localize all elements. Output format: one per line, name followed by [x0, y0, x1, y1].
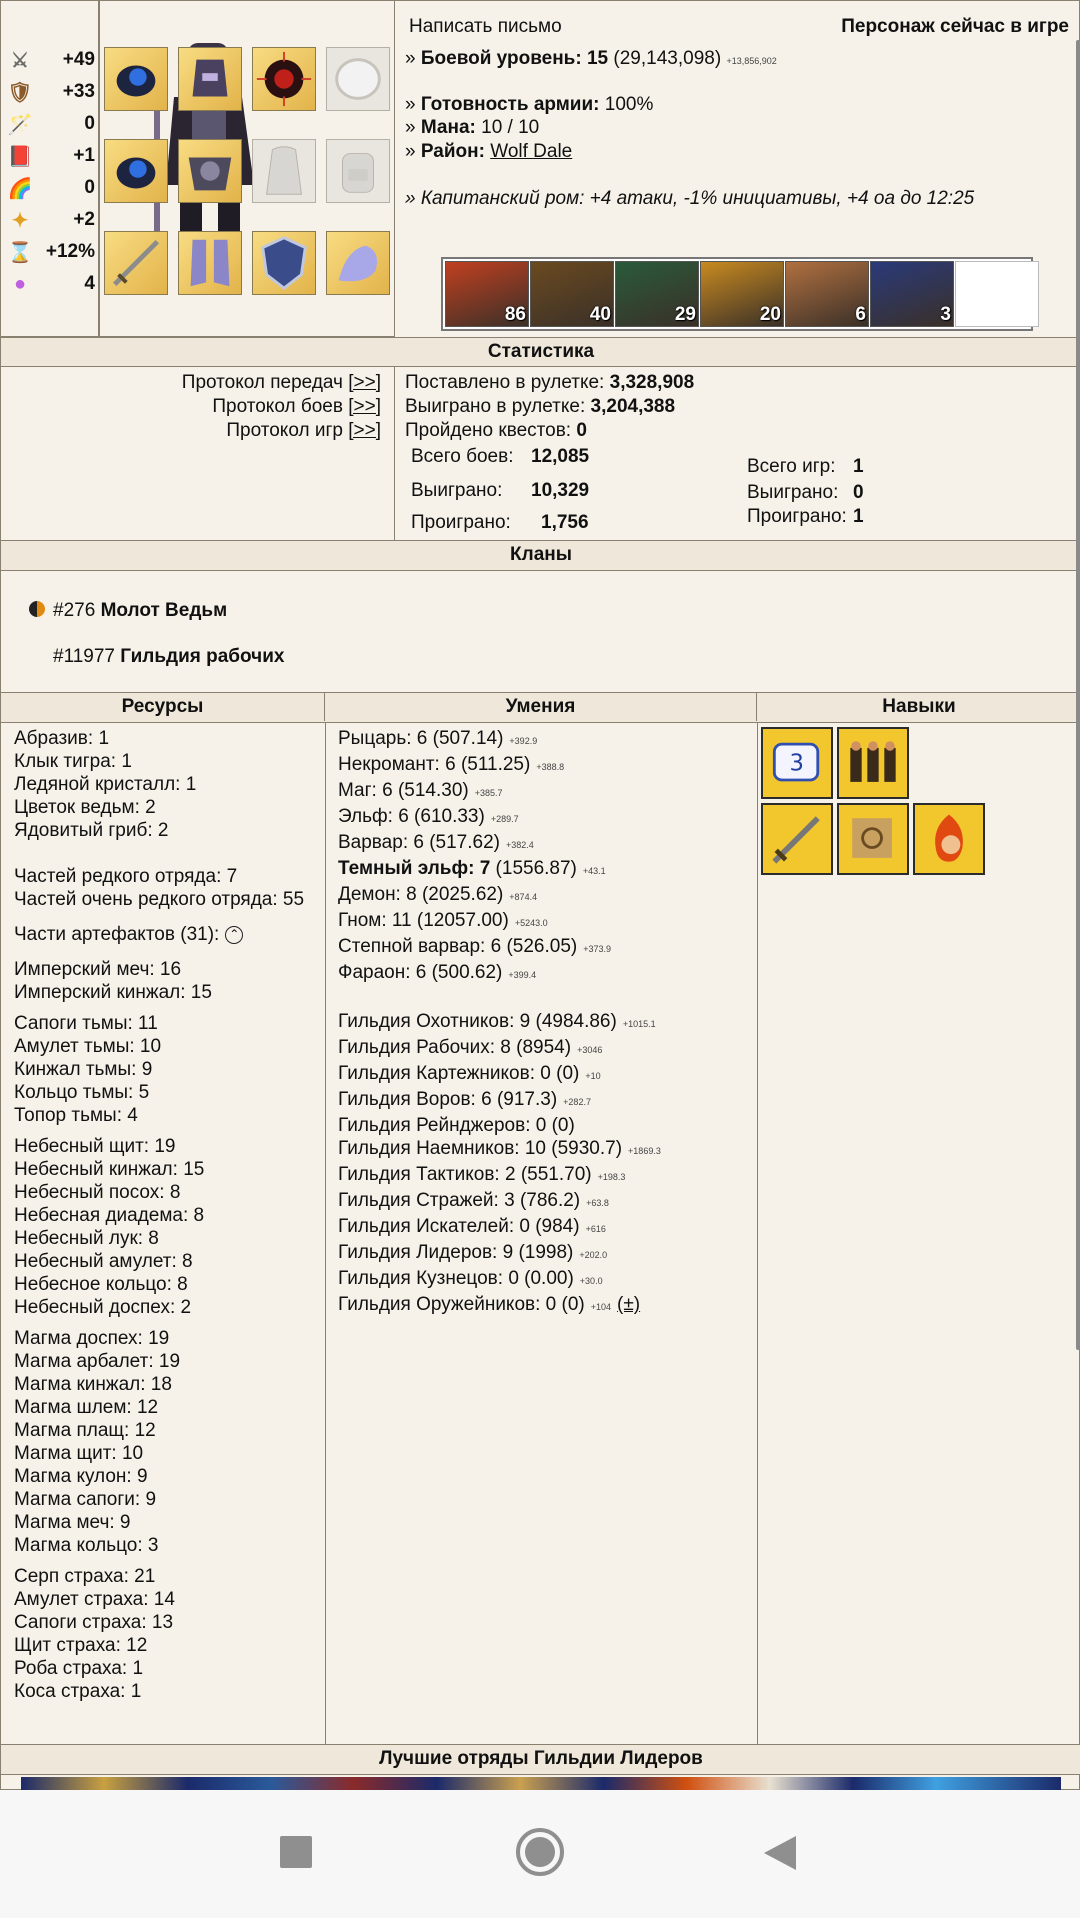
ability-row: [338, 1241, 756, 1267]
district-link[interactable]: Wolf Dale: [490, 141, 573, 162]
hero-stats-panel: [1, 1, 99, 337]
artifact-part-item: Имперский меч: 16: [14, 959, 182, 980]
protocol-link[interactable]: [>>]: [348, 396, 381, 417]
artifact-part-item: Небесный доспех: 2: [14, 1297, 192, 1318]
clan-id: #276: [53, 600, 96, 621]
equip-armor-slot[interactable]: [178, 139, 242, 203]
artifact-part-item: Небесный кинжал: 15: [14, 1159, 205, 1180]
artifact-part-item: Коса страха: 1: [14, 1681, 142, 1702]
battles-total-value: 12,085: [531, 446, 590, 467]
ability-text: Гильдия Картежников: 0 (0): [338, 1063, 580, 1084]
ability-text: Фараон: 6 (500.62): [338, 962, 503, 983]
army-readiness: » Готовность армии: 100%: [405, 94, 654, 115]
ability-row: [338, 753, 756, 779]
resource-item: Ледяной кристалл: 1: [14, 774, 197, 795]
army-ready-value: 100%: [604, 94, 654, 115]
equip-helmet-slot[interactable]: [178, 47, 242, 111]
army-count: 6: [855, 304, 866, 325]
protocol-link[interactable]: [>>]: [348, 420, 381, 441]
ability-remaining: +1015.1: [622, 1019, 656, 1029]
ability-row: [338, 1062, 756, 1088]
ability-remaining: +616: [585, 1224, 606, 1234]
artifact-part-item: Магма кулон: 9: [14, 1466, 148, 1487]
ability-remaining: +373.9: [583, 944, 611, 954]
soldiers-skill-icon[interactable]: [837, 727, 909, 799]
clan-item[interactable]: [53, 599, 227, 622]
army-slot-lizard[interactable]: [615, 261, 699, 327]
abilities-list: [338, 727, 756, 1319]
games-lost-value: 1: [853, 506, 864, 527]
spellpower-wand-icon: 🪄: [7, 113, 33, 136]
ability-remaining: +282.7: [563, 1097, 591, 1107]
army-count: 86: [504, 304, 526, 325]
artifact-part-item: Магма кольцо: 3: [14, 1535, 159, 1556]
clan-id: #11977: [53, 646, 115, 667]
artifact-part-item: Небесное кольцо: 8: [14, 1274, 188, 1295]
hero-stat-row: [7, 77, 95, 107]
quests-label: Пройдено квестов:: [405, 420, 572, 441]
artifact-part-item: Амулет тьмы: 10: [14, 1036, 162, 1057]
artifact-part-item: Магма сапоги: 9: [14, 1489, 157, 1510]
ability-row: [338, 909, 756, 935]
ability-remaining: +10: [585, 1071, 601, 1081]
artifact-part-item: Небесный амулет: 8: [14, 1251, 193, 1272]
roulette-bet-value: 3,328,908: [609, 372, 695, 393]
games-total-value: 1: [853, 456, 864, 477]
combat-level-remaining: +13,856,902: [726, 56, 777, 66]
hero-stat-value: +12%: [45, 241, 95, 262]
battles-total-label: Всего боев:: [411, 446, 514, 467]
artifact-part-item: Магма шлем: 12: [14, 1397, 159, 1418]
hero-stat-row: [7, 205, 95, 235]
ability-row: [338, 1215, 756, 1241]
artifact-part-item: Топор тьмы: 4: [14, 1105, 138, 1126]
equip-sword-slot[interactable]: [104, 231, 168, 295]
svg-text:3: 3: [789, 750, 804, 777]
army-slot-hydra[interactable]: [700, 261, 784, 327]
artifact-part-item: Магма кинжал: 18: [14, 1374, 172, 1395]
ability-remaining: +289.7: [490, 814, 519, 824]
ability-text: Маг: 6 (514.30): [338, 780, 469, 801]
games-lost-label: Проиграно:: [747, 506, 847, 527]
online-status: Персонаж сейчас в игре: [841, 16, 1069, 37]
guild-expand-link[interactable]: (±): [617, 1294, 641, 1315]
artifact-part-item: Магма плащ: 12: [14, 1420, 156, 1441]
artifact-part-item: Небесный посох: 8: [14, 1182, 181, 1203]
ability-remaining: +43.1: [582, 866, 606, 876]
battles-lost-label: Проиграно:: [411, 512, 511, 533]
battles-lost-value: 1,756: [541, 512, 589, 533]
ability-text: Демон: 8 (2025.62): [338, 884, 504, 905]
collapse-chevron-icon[interactable]: ⌃: [225, 926, 243, 944]
ability-row: [338, 857, 756, 883]
resource-item: Ядовитый гриб: 2: [14, 820, 169, 841]
army-slot-dragon[interactable]: [870, 261, 954, 327]
hero-stat-value: +1: [73, 145, 95, 166]
quests-done: [405, 419, 587, 442]
army-slot-sorceress[interactable]: [785, 261, 869, 327]
ability-row: [338, 779, 756, 805]
mana-orb-icon: ●: [13, 272, 27, 295]
hero-stat-row: [7, 269, 95, 299]
protocol-row: [226, 419, 381, 442]
protocol-row: [212, 395, 381, 418]
hero-stat-row: [7, 237, 95, 267]
hero-stat-row: [7, 141, 95, 171]
ability-row: [338, 831, 756, 857]
resource-item: Частей редкого отряда: 7: [14, 866, 238, 887]
ability-remaining: +198.3: [597, 1172, 626, 1182]
artifact-part-item: Роба страха: 1: [14, 1658, 144, 1679]
ability-remaining: +382.4: [506, 840, 534, 850]
leader-squads-strip: [21, 1777, 1061, 1791]
district-label: Район:: [420, 141, 485, 162]
ability-text: Гильдия Тактиков: 2 (551.70): [338, 1164, 592, 1185]
knowledge-book-icon: 📕: [7, 145, 33, 168]
artifact-part-item: Сапоги страха: 13: [14, 1612, 174, 1633]
hero-stat-value: +2: [73, 209, 95, 230]
army-count: 20: [759, 304, 781, 325]
equip-ring-slot[interactable]: [104, 47, 168, 111]
fire-head-skill-icon[interactable]: [913, 803, 985, 875]
district: » Район: Wolf Dale: [405, 141, 573, 162]
page-scrollbar[interactable]: [1076, 40, 1080, 1350]
combat-level-value: 15: [586, 48, 609, 69]
artifact-parts-label: Части артефактов (31):: [14, 924, 220, 945]
protocol-label: Протокол игр: [226, 420, 343, 441]
ability-remaining: +874.4: [509, 892, 538, 902]
ability-text: Гильдия Искателей: 0 (984): [338, 1216, 580, 1237]
ability-remaining: +385.7: [474, 788, 503, 798]
leader-squads-header: Лучшие отряды Гильдии Лидеров: [1, 1745, 1080, 1775]
ability-remaining: +388.8: [536, 762, 565, 772]
clan-name[interactable]: Гильдия рабочих: [120, 646, 285, 667]
ability-text: Гильдия Воров: 6 (917.3): [338, 1089, 558, 1110]
games-total-label: Всего игр:: [747, 456, 836, 477]
artifact-parts-row: [14, 923, 324, 946]
statistics-panel: [1, 367, 1080, 541]
combat-level-exp: (29,143,098): [613, 48, 722, 69]
hero-stat-value: +33: [62, 81, 95, 102]
ability-row: [338, 883, 756, 909]
ability-row: [338, 1163, 756, 1189]
map-skill-icon[interactable]: [837, 803, 909, 875]
ability-row: [338, 1114, 756, 1137]
write-letter-link[interactable]: Написать письмо: [409, 16, 562, 37]
resources-header: Ресурсы: [1, 693, 325, 721]
ability-text: Гильдия Наемников: 10 (5930.7): [338, 1138, 623, 1159]
artifact-part-item: Кольцо тьмы: 5: [14, 1082, 150, 1103]
hero-stat-value: 0: [84, 113, 95, 134]
roulette-won-label: Выиграно в рулетке:: [405, 396, 586, 417]
games-won-value: 0: [853, 482, 864, 503]
roulette-won-value: 3,204,388: [590, 396, 676, 417]
equip-shield-slot[interactable]: [252, 231, 316, 295]
ability-remaining: +104: [590, 1302, 612, 1312]
skills-header: Навыки: [757, 693, 1080, 721]
artifact-part-item: Кинжал тьмы: 9: [14, 1059, 153, 1080]
roulette-bet: [405, 371, 694, 394]
hero-stat-row: [7, 45, 95, 75]
equip-mirror-slot[interactable]: [326, 47, 390, 111]
ability-remaining: +399.4: [508, 970, 537, 980]
ability-text: Гном: 11 (12057.00): [338, 910, 509, 931]
battles-won-label: Выиграно:: [411, 480, 503, 501]
equip-ring2-slot[interactable]: [104, 139, 168, 203]
ability-text: Гильдия Рабочих: 8 (8954): [338, 1037, 572, 1058]
active-effect: » Капитанский ром: +4 атаки, -1% инициативы, +4 оа до 12:25: [405, 188, 975, 209]
clan-emblem-icon: [29, 601, 45, 617]
artifact-part-item: Амулет страха: 14: [14, 1589, 175, 1610]
resources-list: [14, 727, 324, 1703]
combat-level: » Боевой уровень: 15 (29,143,098) +13,856,902: [405, 48, 777, 69]
mana: » Мана: 10 / 10: [405, 117, 540, 138]
ability-text: Степной варвар: 6 (526.05): [338, 936, 578, 957]
ability-text: Темный эльф: 7: [338, 858, 491, 879]
ability-remaining: +30.0: [579, 1276, 603, 1286]
ability-text: Гильдия Лидеров: 9 (1998): [338, 1242, 574, 1263]
ability-row: [338, 1293, 756, 1319]
ability-text: Гильдия Стражей: 3 (786.2): [338, 1190, 581, 1211]
abilities-header: Умения: [325, 693, 757, 721]
ability-text: Рыцарь: 6 (507.14): [338, 728, 504, 749]
ability-row: [338, 961, 756, 987]
artifact-part-item: Небесная диадема: 8: [14, 1205, 205, 1226]
protocol-link[interactable]: [>>]: [348, 372, 381, 393]
artifact-part-item: Магма меч: 9: [14, 1512, 131, 1533]
hero-stat-value: 4: [84, 273, 95, 294]
columns-body: [1, 723, 1080, 1745]
home-button[interactable]: [516, 1828, 564, 1876]
ability-text: Гильдия Оружейников: 0 (0): [338, 1294, 585, 1315]
statistics-header: Статистика: [1, 337, 1080, 367]
ability-text: Гильдия Кузнецов: 0 (0.00): [338, 1268, 574, 1289]
equip-boots-slot[interactable]: [178, 231, 242, 295]
ability-row: [338, 805, 756, 831]
ability-row: [338, 935, 756, 961]
artifact-part-item: Небесный щит: 19: [14, 1136, 176, 1157]
artifact-part-item: Серп страха: 21: [14, 1566, 156, 1587]
clans-header: Кланы: [1, 541, 1080, 571]
columns-header-row: [1, 693, 1080, 723]
equip-cloak-slot[interactable]: [252, 139, 316, 203]
effect-text: Капитанский ром: +4 атаки, -1% инициативы, +4 оа до 12:25: [420, 188, 975, 209]
scroll-skill-icon[interactable]: [761, 727, 833, 799]
ability-row: [338, 1010, 756, 1036]
back-button[interactable]: [762, 1834, 798, 1872]
artifact-part-item: Магма арбалет: 19: [14, 1351, 181, 1372]
hero-stat-value: +49: [62, 49, 95, 70]
artifact-part-item: Имперский кинжал: 15: [14, 982, 212, 1003]
system-navigation-bar: [0, 1790, 1080, 1918]
ability-exp: (1556.87): [490, 858, 577, 879]
morale-wings-icon: ✦: [11, 209, 29, 232]
artifact-part-item: Магма доспех: 19: [14, 1328, 170, 1349]
ability-remaining: +1869.3: [628, 1146, 661, 1156]
ability-remaining: +63.8: [586, 1198, 609, 1208]
ability-remaining: +202.0: [579, 1250, 608, 1260]
resource-item: Клык тигра: 1: [14, 751, 132, 772]
equipment-panel: [99, 1, 395, 337]
army-count: 29: [674, 304, 696, 325]
roulette-bet-label: Поставлено в рулетке:: [405, 372, 605, 393]
skills-grid: [761, 727, 1071, 887]
clan-name[interactable]: Молот Ведьм: [100, 600, 228, 621]
ability-remaining: +3046: [577, 1045, 603, 1055]
ability-text: Гильдия Рейнджеров: 0 (0): [338, 1115, 575, 1136]
army-ready-label: Готовность армии:: [420, 94, 600, 115]
clans-panel: [1, 571, 1080, 693]
resource-item: Цветок ведьм: 2: [14, 797, 156, 818]
artifact-part-item: Щит страха: 12: [14, 1635, 148, 1656]
army-strip: [441, 257, 1033, 331]
character-info-panel: [395, 1, 1080, 337]
army-slot-minotaur[interactable]: [530, 261, 614, 327]
army-count: 3: [940, 304, 951, 325]
quests-value: 0: [576, 420, 587, 441]
initiative-hourglass-icon: ⌛: [7, 241, 33, 264]
ability-remaining: +5243.0: [514, 918, 548, 928]
resource-item: Частей очень редкого отряда: 55: [14, 889, 305, 910]
ability-row: [338, 1189, 756, 1215]
sword-skill-icon[interactable]: [761, 803, 833, 875]
ability-row: [338, 1088, 756, 1114]
protocol-row: [182, 371, 381, 394]
artifact-part-item: Сапоги тьмы: 11: [14, 1013, 158, 1034]
ability-text: Варвар: 6 (517.62): [338, 832, 500, 853]
ability-remaining: +392.9: [509, 736, 538, 746]
equip-backpack-slot[interactable]: [326, 139, 390, 203]
attack-swords-icon: ⚔: [11, 49, 29, 72]
ability-row: [338, 727, 756, 753]
ability-text: Гильдия Охотников: 9 (4984.86): [338, 1011, 617, 1032]
army-count: 40: [589, 304, 611, 325]
ability-row: [338, 1267, 756, 1293]
ability-row: [338, 1036, 756, 1062]
equip-pet-slot[interactable]: [326, 231, 390, 295]
protocol-label: Протокол передач: [181, 372, 343, 393]
mana-label: Мана:: [420, 117, 476, 138]
recent-apps-button[interactable]: [280, 1836, 312, 1868]
hero-stat-row: [7, 109, 95, 139]
army-slot-elf[interactable]: [445, 261, 529, 327]
ability-row: [338, 1137, 756, 1163]
combat-level-label: Боевой уровень:: [420, 48, 582, 69]
artifact-part-item: Небесный лук: 8: [14, 1228, 159, 1249]
ability-text: Эльф: 6 (610.33): [338, 806, 485, 827]
ability-text: Некромант: 6 (511.25): [338, 754, 531, 775]
hero-stat-row: [7, 173, 95, 203]
mana-value: 10 / 10: [481, 117, 540, 138]
equip-amulet-slot[interactable]: [252, 47, 316, 111]
clan-item[interactable]: [53, 645, 284, 668]
battles-won-value: 10,329: [531, 480, 590, 501]
resource-item: Абразив: 1: [14, 728, 110, 749]
luck-rainbow-icon: 🌈: [7, 177, 33, 200]
games-won-label: Выиграно:: [747, 482, 839, 503]
defense-shield-icon: 🛡: [7, 81, 33, 104]
hero-stat-value: 0: [84, 177, 95, 198]
army-slot-empty[interactable]: [955, 261, 1039, 327]
protocol-label: Протокол боев: [212, 396, 343, 417]
roulette-won: [405, 395, 675, 418]
artifact-part-item: Магма щит: 10: [14, 1443, 144, 1464]
